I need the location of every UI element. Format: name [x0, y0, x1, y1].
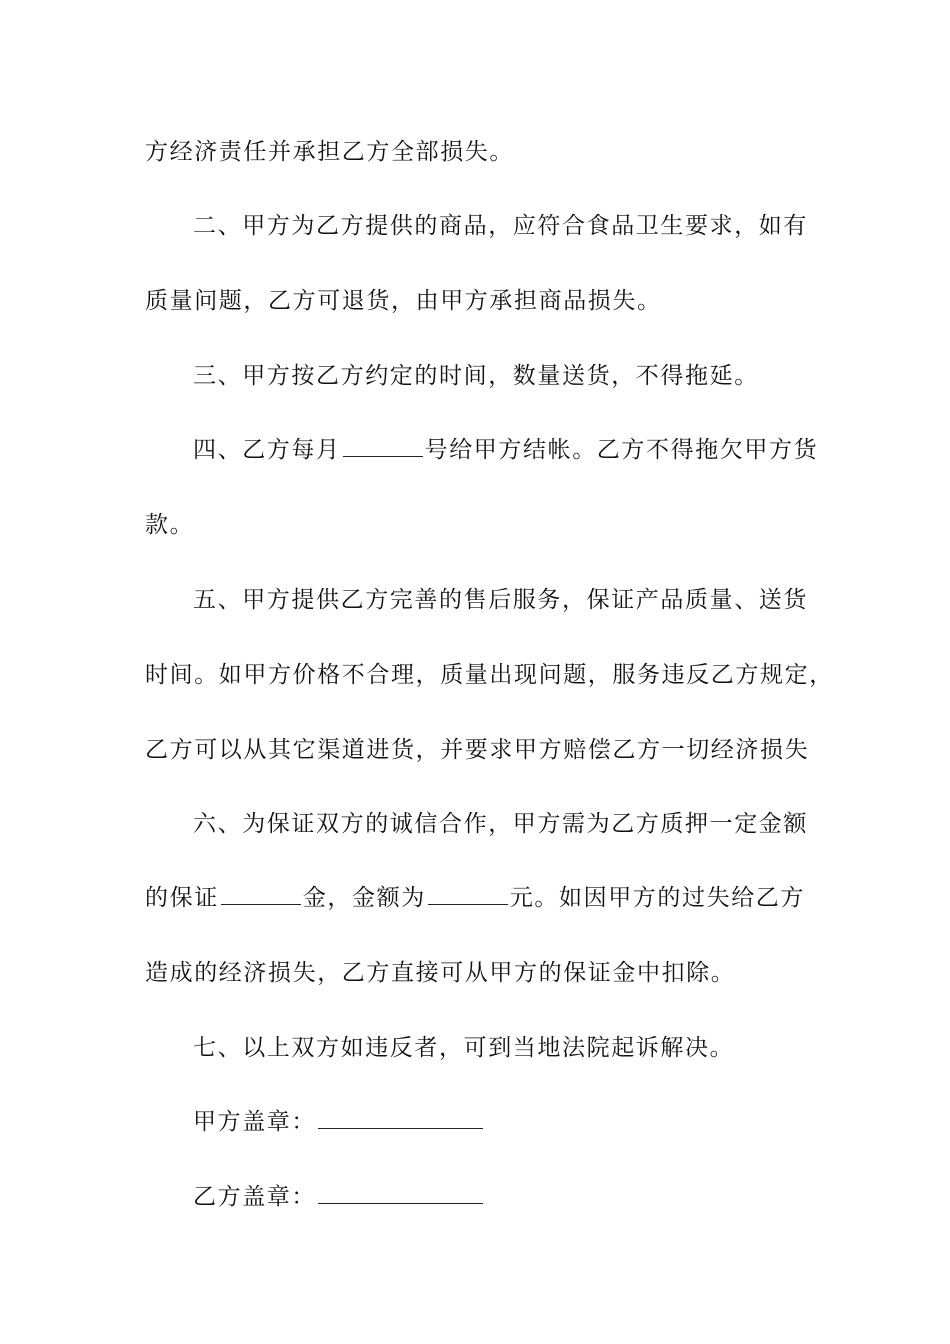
clause-6-line-2	[145, 882, 835, 914]
party-a-seal-field[interactable]	[318, 1110, 483, 1129]
paragraph-line	[145, 136, 835, 168]
line-text: 金，金额为	[302, 885, 426, 911]
line-text: 四、乙方每月	[193, 437, 341, 463]
blank-deposit-amount-field[interactable]	[428, 886, 508, 905]
line-text: 七、以上双方如违反者，可到当地法院起诉解决。	[193, 1035, 735, 1061]
clause-5-line-1	[193, 584, 883, 616]
line-text: 时间。如甲方价格不合理，质量出现问题，服务违反乙方规定，	[145, 662, 834, 688]
seal-label: 甲方盖章：	[193, 1109, 316, 1135]
party-b-seal-field[interactable]	[318, 1185, 483, 1204]
line-text: 的保证	[145, 885, 219, 911]
line-text: 三、甲方按乙方约定的时间，数量送货，不得拖延。	[193, 363, 759, 389]
clause-4-line-1	[193, 434, 883, 466]
line-text: 质量问题，乙方可退货，由甲方承担商品损失。	[145, 288, 662, 314]
seal-label: 乙方盖章：	[193, 1184, 316, 1210]
clause-3-line-1	[193, 360, 883, 392]
line-text: 造成的经济损失，乙方直接可从甲方的保证金中扣除。	[145, 960, 736, 986]
clause-7-line-1	[193, 1032, 883, 1064]
line-text: 六、为保证双方的诚信合作，甲方需为乙方质押一定金额	[193, 811, 808, 837]
blank-day-field[interactable]	[343, 438, 423, 457]
blank-deposit-type-field[interactable]	[221, 886, 301, 905]
clause-4-line-2	[145, 509, 835, 541]
line-text: 二、甲方为乙方提供的商品，应符合食品卫生要求，如有	[193, 213, 808, 239]
party-b-seal-line	[193, 1181, 883, 1213]
line-text: 款。	[145, 512, 195, 538]
line-text: 五、甲方提供乙方完善的售后服务，保证产品质量、送货	[193, 587, 808, 613]
line-text: 方经济责任并承担乙方全部损失。	[145, 139, 514, 165]
clause-2-line-1	[193, 210, 883, 242]
party-a-seal-line	[193, 1106, 883, 1138]
clause-5-line-3	[145, 734, 835, 766]
line-text: 乙方可以从其它渠道进货，并要求甲方赔偿乙方一切经济损失	[145, 737, 810, 763]
clause-6-line-3	[145, 957, 835, 989]
line-text: 号给甲方结帐。乙方不得拖欠甲方货	[424, 437, 819, 463]
clause-5-line-2	[145, 659, 835, 691]
clause-2-line-2	[145, 285, 835, 317]
clause-6-line-1	[193, 808, 883, 840]
line-text: 元。如因甲方的过失给乙方	[509, 885, 806, 911]
